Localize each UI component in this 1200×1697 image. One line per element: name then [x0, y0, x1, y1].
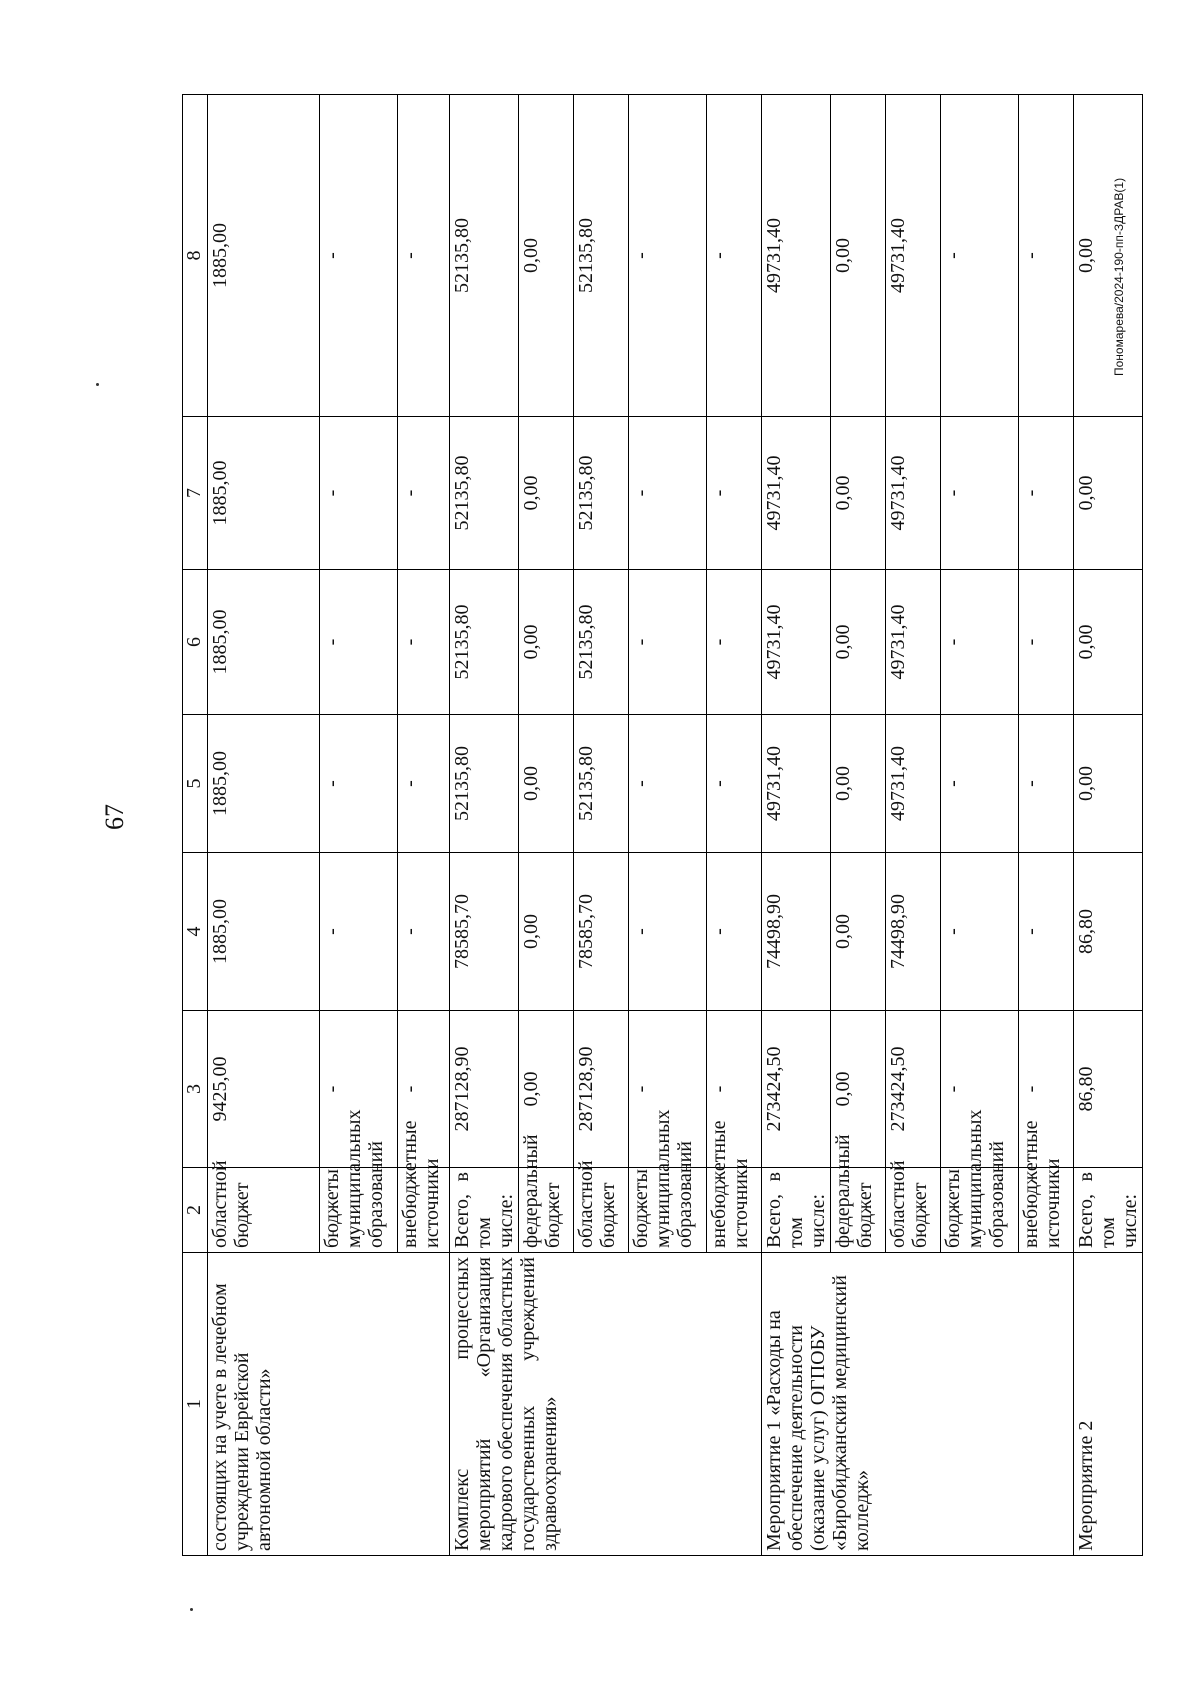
amount-cell: 52135,80 [450, 95, 519, 417]
scan-speck [96, 383, 99, 386]
amount-cell: 0,00 [831, 1011, 886, 1168]
column-number-8: 8 [183, 95, 208, 417]
scan-speck [190, 1608, 193, 1611]
table-row [450, 95, 519, 1556]
column-number-5: 5 [183, 715, 208, 853]
amount-cell: 49731,40 [886, 570, 941, 715]
amount-cell: 0,00 [831, 853, 886, 1011]
amount-cell: 1885,00 [208, 853, 320, 1011]
amount-cell: - [629, 417, 707, 570]
amount-cell: 1885,00 [208, 570, 320, 715]
funding-source-cell: федеральный бюджет [831, 1168, 886, 1253]
amount-cell: 0,00 [519, 570, 574, 715]
amount-cell: 52135,80 [574, 95, 629, 417]
amount-cell: 0,00 [1074, 95, 1143, 417]
budget-table-body [183, 95, 1143, 1556]
amount-cell: - [320, 1011, 398, 1168]
amount-cell: - [707, 853, 762, 1011]
column-number-3: 3 [183, 1011, 208, 1168]
funding-source-cell: федеральный бюджет [519, 1168, 574, 1253]
amount-cell: - [941, 570, 1019, 715]
amount-cell: 273424,50 [886, 1011, 941, 1168]
amount-cell: - [1019, 570, 1074, 715]
amount-cell: 49731,40 [886, 715, 941, 853]
funding-source-cell: внебюджетные источники [398, 1168, 450, 1253]
amount-cell: 9425,00 [208, 1011, 320, 1168]
amount-cell: 0,00 [519, 715, 574, 853]
amount-cell: - [707, 95, 762, 417]
amount-cell: - [707, 715, 762, 853]
amount-cell: - [629, 1011, 707, 1168]
amount-cell: 52135,80 [574, 570, 629, 715]
amount-cell: - [1019, 715, 1074, 853]
amount-cell: - [629, 570, 707, 715]
amount-cell: - [320, 853, 398, 1011]
amount-cell: 0,00 [831, 715, 886, 853]
amount-cell: 78585,70 [450, 853, 519, 1011]
amount-cell: 49731,40 [762, 417, 831, 570]
amount-cell: 0,00 [1074, 715, 1143, 853]
amount-cell: 49731,40 [762, 95, 831, 417]
amount-cell: - [320, 715, 398, 853]
amount-cell: - [707, 570, 762, 715]
funding-source-cell: Всего, в том числе: [762, 1168, 831, 1253]
amount-cell: 86,80 [1074, 853, 1143, 1011]
funding-source-cell: внебюджетные источники [707, 1168, 762, 1253]
amount-cell: 1885,00 [208, 715, 320, 853]
amount-cell: 74498,90 [886, 853, 941, 1011]
amount-cell: 0,00 [519, 417, 574, 570]
amount-cell: - [398, 95, 450, 417]
amount-cell: - [941, 417, 1019, 570]
amount-cell: 49731,40 [762, 570, 831, 715]
amount-cell: 52135,80 [574, 715, 629, 853]
column-number-1: 1 [183, 1253, 208, 1556]
funding-source-cell: областной бюджет [886, 1168, 941, 1253]
amount-cell: - [1019, 95, 1074, 417]
amount-cell: 273424,50 [762, 1011, 831, 1168]
program-name-cell: Комплекс процессных мероприятий «Организация кадрового обеспечения областных государственных учреждений здравоохранения» [450, 1253, 762, 1556]
amount-cell: - [629, 853, 707, 1011]
amount-cell: 52135,80 [574, 417, 629, 570]
amount-cell: - [941, 853, 1019, 1011]
column-number-4: 4 [183, 853, 208, 1011]
amount-cell: 52135,80 [450, 715, 519, 853]
amount-cell: 0,00 [831, 570, 886, 715]
table-row [762, 95, 831, 1556]
amount-cell: 49731,40 [886, 417, 941, 570]
table-row [208, 95, 320, 1556]
program-name-cell: состоящих на учете в лечебном учреждении Еврейской автономной области» [208, 1253, 450, 1556]
amount-cell: 287128,90 [450, 1011, 519, 1168]
amount-cell: 287128,90 [574, 1011, 629, 1168]
amount-cell: - [320, 95, 398, 417]
page-number: 67 [100, 804, 129, 830]
amount-cell: 86,80 [1074, 1011, 1143, 1168]
column-number-2: 2 [183, 1168, 208, 1253]
funding-source-cell: бюджеты муниципальных образований [941, 1168, 1019, 1253]
amount-cell: 0,00 [519, 95, 574, 417]
document-footer: Пономарева/2024-190-пп-ЗДРАВ(1) [1112, 177, 1126, 376]
amount-cell: 78585,70 [574, 853, 629, 1011]
amount-cell: - [398, 1011, 450, 1168]
budget-table [182, 94, 1143, 1556]
program-name-cell: Мероприятие 1 «Расходы на обеспечение деятельности (оказание услуг) ОГПОБУ «Биробиджанский медицинский колледж» [762, 1253, 1074, 1556]
amount-cell: - [398, 570, 450, 715]
column-number-row [183, 95, 208, 1556]
amount-cell: - [320, 417, 398, 570]
amount-cell: - [1019, 417, 1074, 570]
amount-cell: - [941, 95, 1019, 417]
amount-cell: - [707, 417, 762, 570]
amount-cell: - [707, 1011, 762, 1168]
amount-cell: 0,00 [831, 95, 886, 417]
funding-source-cell: Всего, в том числе: [1074, 1168, 1143, 1253]
funding-source-cell: областной бюджет [208, 1168, 320, 1253]
program-name-cell: Мероприятие 2 [1074, 1253, 1143, 1556]
column-number-6: 6 [183, 570, 208, 715]
amount-cell: - [1019, 1011, 1074, 1168]
funding-source-cell: внебюджетные источники [1019, 1168, 1074, 1253]
amount-cell: 52135,80 [450, 417, 519, 570]
amount-cell: 1885,00 [208, 95, 320, 417]
amount-cell: 0,00 [519, 853, 574, 1011]
amount-cell: - [320, 570, 398, 715]
amount-cell: 49731,40 [762, 715, 831, 853]
amount-cell: 49731,40 [886, 95, 941, 417]
funding-source-cell: бюджеты муниципальных образований [320, 1168, 398, 1253]
funding-source-cell: областной бюджет [574, 1168, 629, 1253]
funding-source-cell: Всего, в том числе: [450, 1168, 519, 1253]
amount-cell: 0,00 [1074, 417, 1143, 570]
amount-cell: 1885,00 [208, 417, 320, 570]
amount-cell: - [398, 853, 450, 1011]
amount-cell: - [941, 1011, 1019, 1168]
amount-cell: - [629, 715, 707, 853]
amount-cell: - [398, 715, 450, 853]
funding-source-cell: бюджеты муниципальных образований [629, 1168, 707, 1253]
column-number-7: 7 [183, 417, 208, 570]
amount-cell: - [941, 715, 1019, 853]
amount-cell: 0,00 [831, 417, 886, 570]
amount-cell: - [629, 95, 707, 417]
amount-cell: 0,00 [1074, 570, 1143, 715]
amount-cell: 0,00 [519, 1011, 574, 1168]
table-row [1074, 95, 1143, 1556]
amount-cell: 52135,80 [450, 570, 519, 715]
amount-cell: - [398, 417, 450, 570]
amount-cell: 74498,90 [762, 853, 831, 1011]
amount-cell: - [1019, 853, 1074, 1011]
